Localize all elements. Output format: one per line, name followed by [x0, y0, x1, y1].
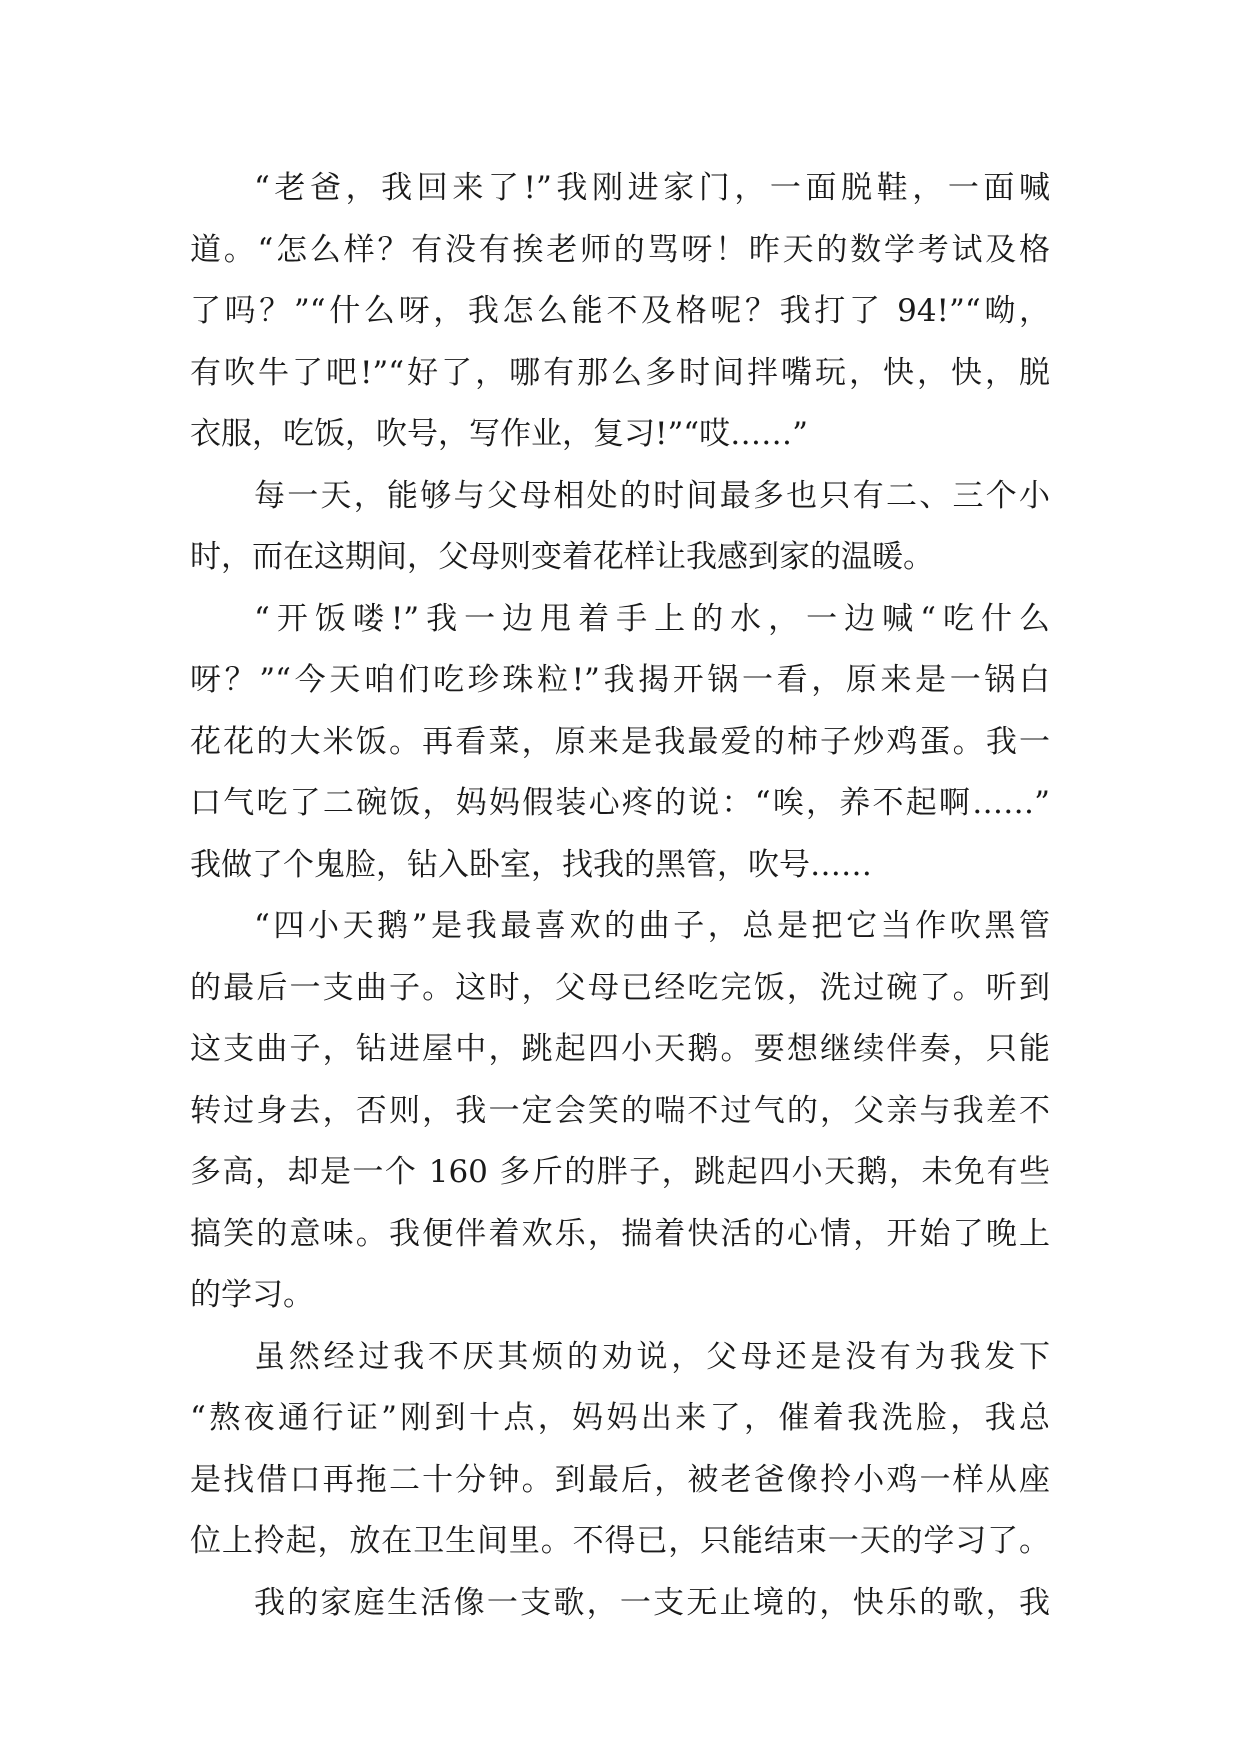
text-line: 每一天，能够与父母相处的时间最多也只有二、三个小	[254, 477, 1050, 514]
text-line: 时，而在这期间，父母则变着花样让我感到家的温暖。	[190, 539, 934, 575]
text-line: 我的家庭生活像一支歌，一支无止境的，快乐的歌，我	[254, 1584, 1050, 1621]
text-line: 的学习。	[190, 1277, 314, 1313]
text-line: 多高，却是一个 160 多斤的胖子，跳起四小天鹅，未免有些	[190, 1154, 1050, 1190]
paragraph-2	[190, 466, 1050, 589]
essay-body	[190, 158, 1050, 1634]
text-line: 搞笑的意味。我便伴着欢乐，揣着快活的心情，开始了晚上	[190, 1215, 1050, 1252]
text-line: 我做了个鬼脸，钻入卧室，找我的黑管，吹号……	[190, 846, 872, 883]
paragraph-5	[190, 1327, 1050, 1573]
text-line: “老爸，我回来了!”我刚进家门，一面脱鞋，一面喊	[254, 170, 1050, 206]
paragraph-6	[190, 1573, 1050, 1635]
text-line: 虽然经过我不厌其烦的劝说，父母还是没有为我发下	[254, 1338, 1050, 1375]
text-line: 呀？”“今天咱们吃珍珠粒!”我揭开锅一看，原来是一锅白	[190, 662, 1050, 698]
text-line: 位上拎起，放在卫生间里。不得已，只能结束一天的学习了。	[190, 1523, 1050, 1559]
paragraph-4	[190, 896, 1050, 1327]
text-line: 了吗？”“什么呀，我怎么能不及格呢？我打了 94!”“呦，	[190, 293, 1050, 329]
text-line: 衣服，吃饭，吹号，写作业，复习!”“哎……”	[190, 416, 809, 452]
text-line: “开饭喽!”我一边甩着手上的水，一边喊“吃什么	[254, 600, 1050, 637]
text-line: 有吹牛了吧!”“好了，哪有那么多时间拌嘴玩，快，快，脱	[190, 354, 1050, 391]
text-line: 的最后一支曲子。这时，父母已经吃完饭，洗过碗了。听到	[190, 969, 1050, 1006]
text-line: 花花的大米饭。再看菜，原来是我最爱的柿子炒鸡蛋。我一	[190, 723, 1050, 760]
text-line: 道。“怎么样？有没有挨老师的骂呀！昨天的数学考试及格	[190, 231, 1050, 268]
text-line: “四小天鹅”是我最喜欢的曲子，总是把它当作吹黑管	[254, 908, 1050, 944]
paragraph-3	[190, 589, 1050, 897]
text-line: 这支曲子，钻进屋中，跳起四小天鹅。要想继续伴奏，只能	[190, 1031, 1050, 1067]
text-line: 口气吃了二碗饭，妈妈假装心疼的说：“唉，养不起啊……”	[190, 785, 1050, 821]
text-line: 转过身去，否则，我一定会笑的喘不过气的，父亲与我差不	[190, 1092, 1050, 1129]
text-line: 是找借口再拖二十分钟。到最后，被老爸像拎小鸡一样从座	[190, 1461, 1050, 1498]
text-line: “熬夜通行证”刚到十点，妈妈出来了，催着我洗脸，我总	[190, 1400, 1050, 1436]
paragraph-1	[190, 158, 1050, 466]
